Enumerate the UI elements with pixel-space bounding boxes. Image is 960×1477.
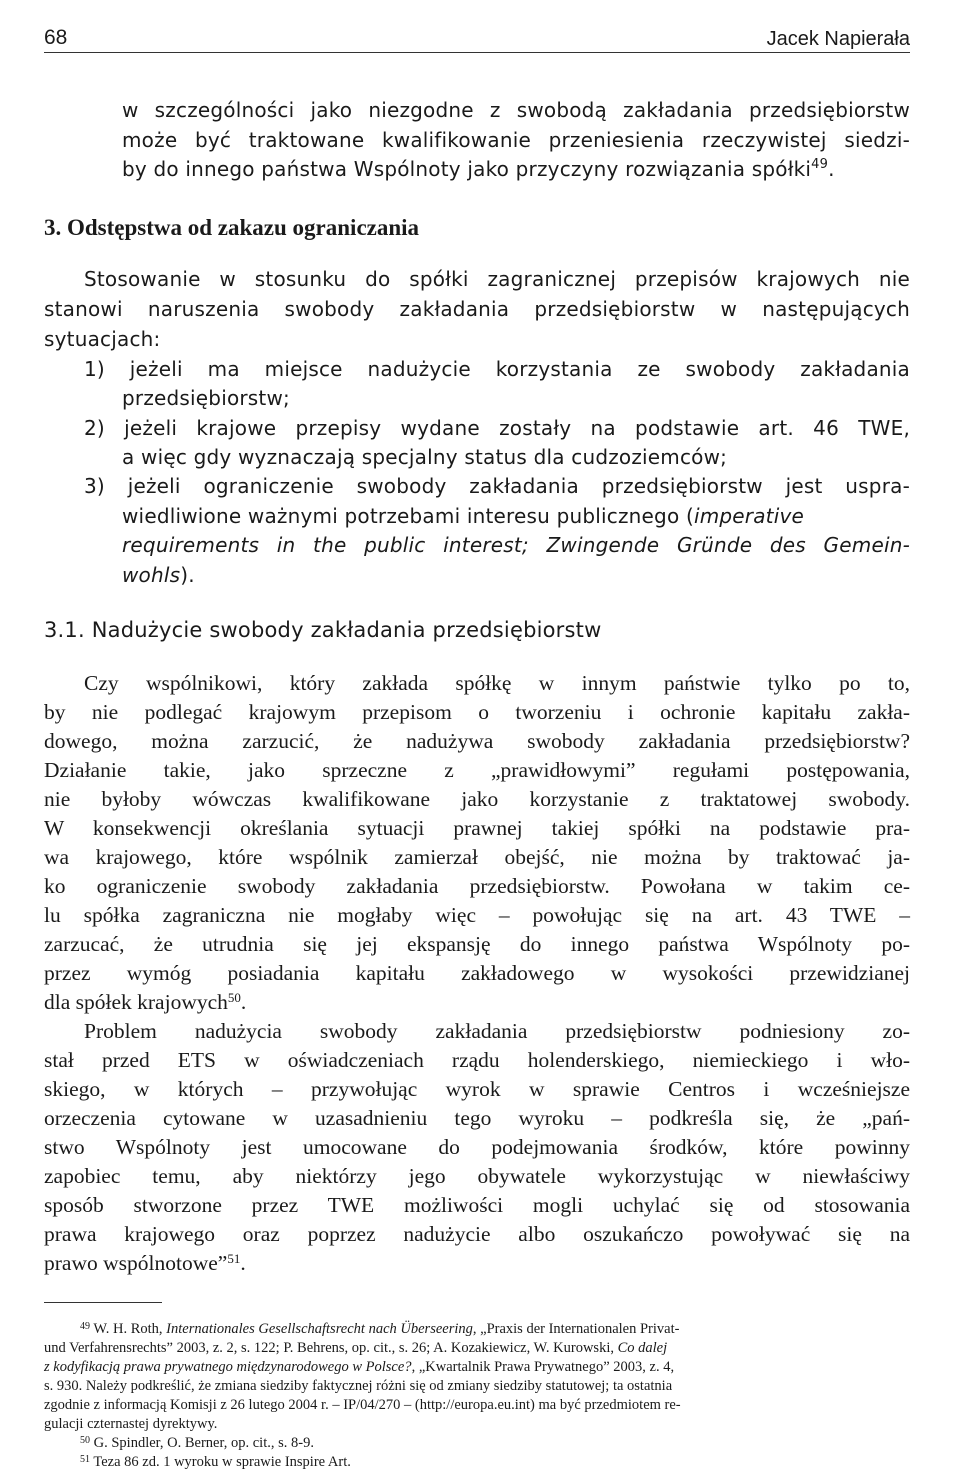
- list-item-1: 1) jeżeli ma miejsce nadużycie korzystania ze swobody zakładania: [84, 357, 910, 381]
- footnote-rule: [44, 1302, 162, 1303]
- text-line: w szczególności jako niezgodne z swobodą zakładania przedsiębiorstw: [122, 98, 910, 122]
- text-line: by nie podlegać krajowym przepisom o tworzeniu i ochronie kapitału zakła-: [44, 700, 910, 724]
- text-line: nie byłoby wówczas kwalifikowane jako korzystanie z traktatowej swobody.: [44, 787, 910, 811]
- text-line: stanowi naruszenia swobody zakładania przedsiębiorstw w następujących: [44, 297, 910, 321]
- text-line: lu spółka zagraniczna nie mogłaby więc – powołując się na art. 43 TWE –: [44, 903, 910, 927]
- text-line: sposób stworzone przez TWE możliwości mogli uchylać się od stosowania: [44, 1193, 910, 1217]
- footnote-51: $^{51}$ Teza 86 zd. 1 wyroku w sprawie Inspire Art.: [80, 1454, 351, 1470]
- footnote-line: s. 930. Należy podkreślić, że zmiana siedziby faktycznej różni się od zmiany siedziby statutowej; ta ostatnia: [44, 1378, 673, 1394]
- text-line: przez wymóg posiadania kapitału zakładowego w wysokości przewidzianej: [44, 961, 910, 985]
- page-header: [44, 26, 910, 53]
- text-line: by do innego państwa Wspólnoty jako przyczyny rozwiązania spółki$^{49}$.: [122, 157, 835, 181]
- text-line: wohls).: [122, 563, 195, 587]
- footnote-line: zgodnie z informacją Komisji z 26 lutego 2004 r. – IP/04/270 – (http://europa.eu.int) ma być przedmiotem re-: [44, 1397, 681, 1413]
- text-line: skiego, w których – przywołując wyrok w sprawie Centros i wcześniejsze: [44, 1077, 910, 1101]
- text-line: przedsiębiorstw;: [122, 386, 290, 410]
- footnote-line: gulacji czternastej dyrektywy.: [44, 1416, 218, 1432]
- text-line: orzeczenia cytowane w uzasadnieniu tego wyroku – podkreśla się, że „pań-: [44, 1106, 910, 1130]
- text-line: dowego, można zarzucić, że nadużywa swobody zakładania przedsiębiorstw?: [44, 729, 910, 753]
- footnote-50: $^{50}$ G. Spindler, O. Berner, op. cit., s. 8-9.: [80, 1435, 314, 1451]
- section-heading-3: 3. Odstępstwa od zakazu ograniczania: [44, 215, 420, 240]
- text-line: prawo wspólnotowe”$^{51}$.: [44, 1251, 246, 1275]
- footnote-line: und Verfahrensrechts” 2003, z. 2, s. 122; P. Behrens, op. cit., s. 26; A. Kozakiewicz, W. Kurowski, Co dalej: [44, 1340, 668, 1356]
- text-line: prawa krajowego oraz poprzez nadużycie albo oszukańczo powoływać się na: [44, 1222, 910, 1246]
- footnote-ref-51[interactable]: 51: [227, 1251, 241, 1266]
- list-item-3: 3) jeżeli ograniczenie swobody zakładania przedsiębiorstw jest uspra-: [84, 474, 910, 498]
- text-line: wiedliwione ważnymi potrzebami interesu publicznego (imperative: [122, 504, 805, 528]
- text-line: może być traktowane kwalifikowanie przeniesienia rzeczywistej siedzi-: [122, 128, 910, 152]
- text-line: Problem nadużycia swobody zakładania przedsiębiorstw podniesiony zo-: [84, 1019, 910, 1043]
- page: [44, 0, 910, 1477]
- text-line: dla spółek krajowych$^{50}$.: [44, 990, 247, 1014]
- text-line: zarzucać, że utrudnia się jej ekspansję do innego państwa Wspólnoty po-: [44, 932, 910, 956]
- text-line: Czy wspólnikowi, który zakłada spółkę w innym państwie tylko po to,: [84, 671, 910, 695]
- list-item-2: 2) jeżeli krajowe przepisy wydane zostały na podstawie art. 46 TWE,: [84, 416, 910, 440]
- footnote-ref-49[interactable]: 49: [811, 157, 829, 172]
- text-line: stwo Wspólnoty jest umocowane do podejmowania środków, które powinny: [44, 1135, 910, 1159]
- text-line: W konsekwencji określania sytuacji prawnej takiej spółki na podstawie pra-: [44, 816, 910, 840]
- text-line: Stosowanie w stosunku do spółki zagranicznej przepisów krajowych nie: [84, 267, 910, 291]
- text-line: wa krajowego, które wspólnik zamierzał obejść, nie można by traktować ja-: [44, 845, 910, 869]
- footnote-line: z kodyfikacją prawa prywatnego międzynarodowego w Polsce?, „Kwartalnik Prawa Prywatnego” 2003, z. 4,: [44, 1359, 675, 1375]
- text-line: ko ograniczenie swobody zakładania przedsiębiorstw. Powołana w takim ce-: [44, 874, 910, 898]
- footnote-49: $^{49}$ W. H. Roth, Internationales Gesellschaftsrecht nach Überseering, „Praxis der Internationalen Privat-: [80, 1321, 680, 1337]
- text-line: a więc gdy wyznaczają specjalny status dla cudzoziemców;: [122, 445, 728, 469]
- page-number: 68: [44, 26, 68, 49]
- text-line: stał przed ETS w oświadczeniach rządu holenderskiego, niemieckiego i wło-: [44, 1048, 910, 1072]
- section-heading-3-1: 3.1. Nadużycie swobody zakładania przedsiębiorstw: [44, 618, 602, 642]
- text-line: sytuacjach:: [44, 327, 161, 351]
- text-line: zapobiec temu, aby niektórzy jego obywatele wykorzystując w niewłaściwy: [44, 1164, 910, 1188]
- running-head-author: Jacek Napierała: [766, 28, 910, 50]
- text-line: requirements in the public interest; Zwingende Gründe des Gemein-: [122, 533, 910, 557]
- footnote-ref-50[interactable]: 50: [227, 990, 241, 1005]
- text-line: Działanie takie, jako sprzeczne z „prawidłowymi” regułami postępowania,: [44, 758, 910, 782]
